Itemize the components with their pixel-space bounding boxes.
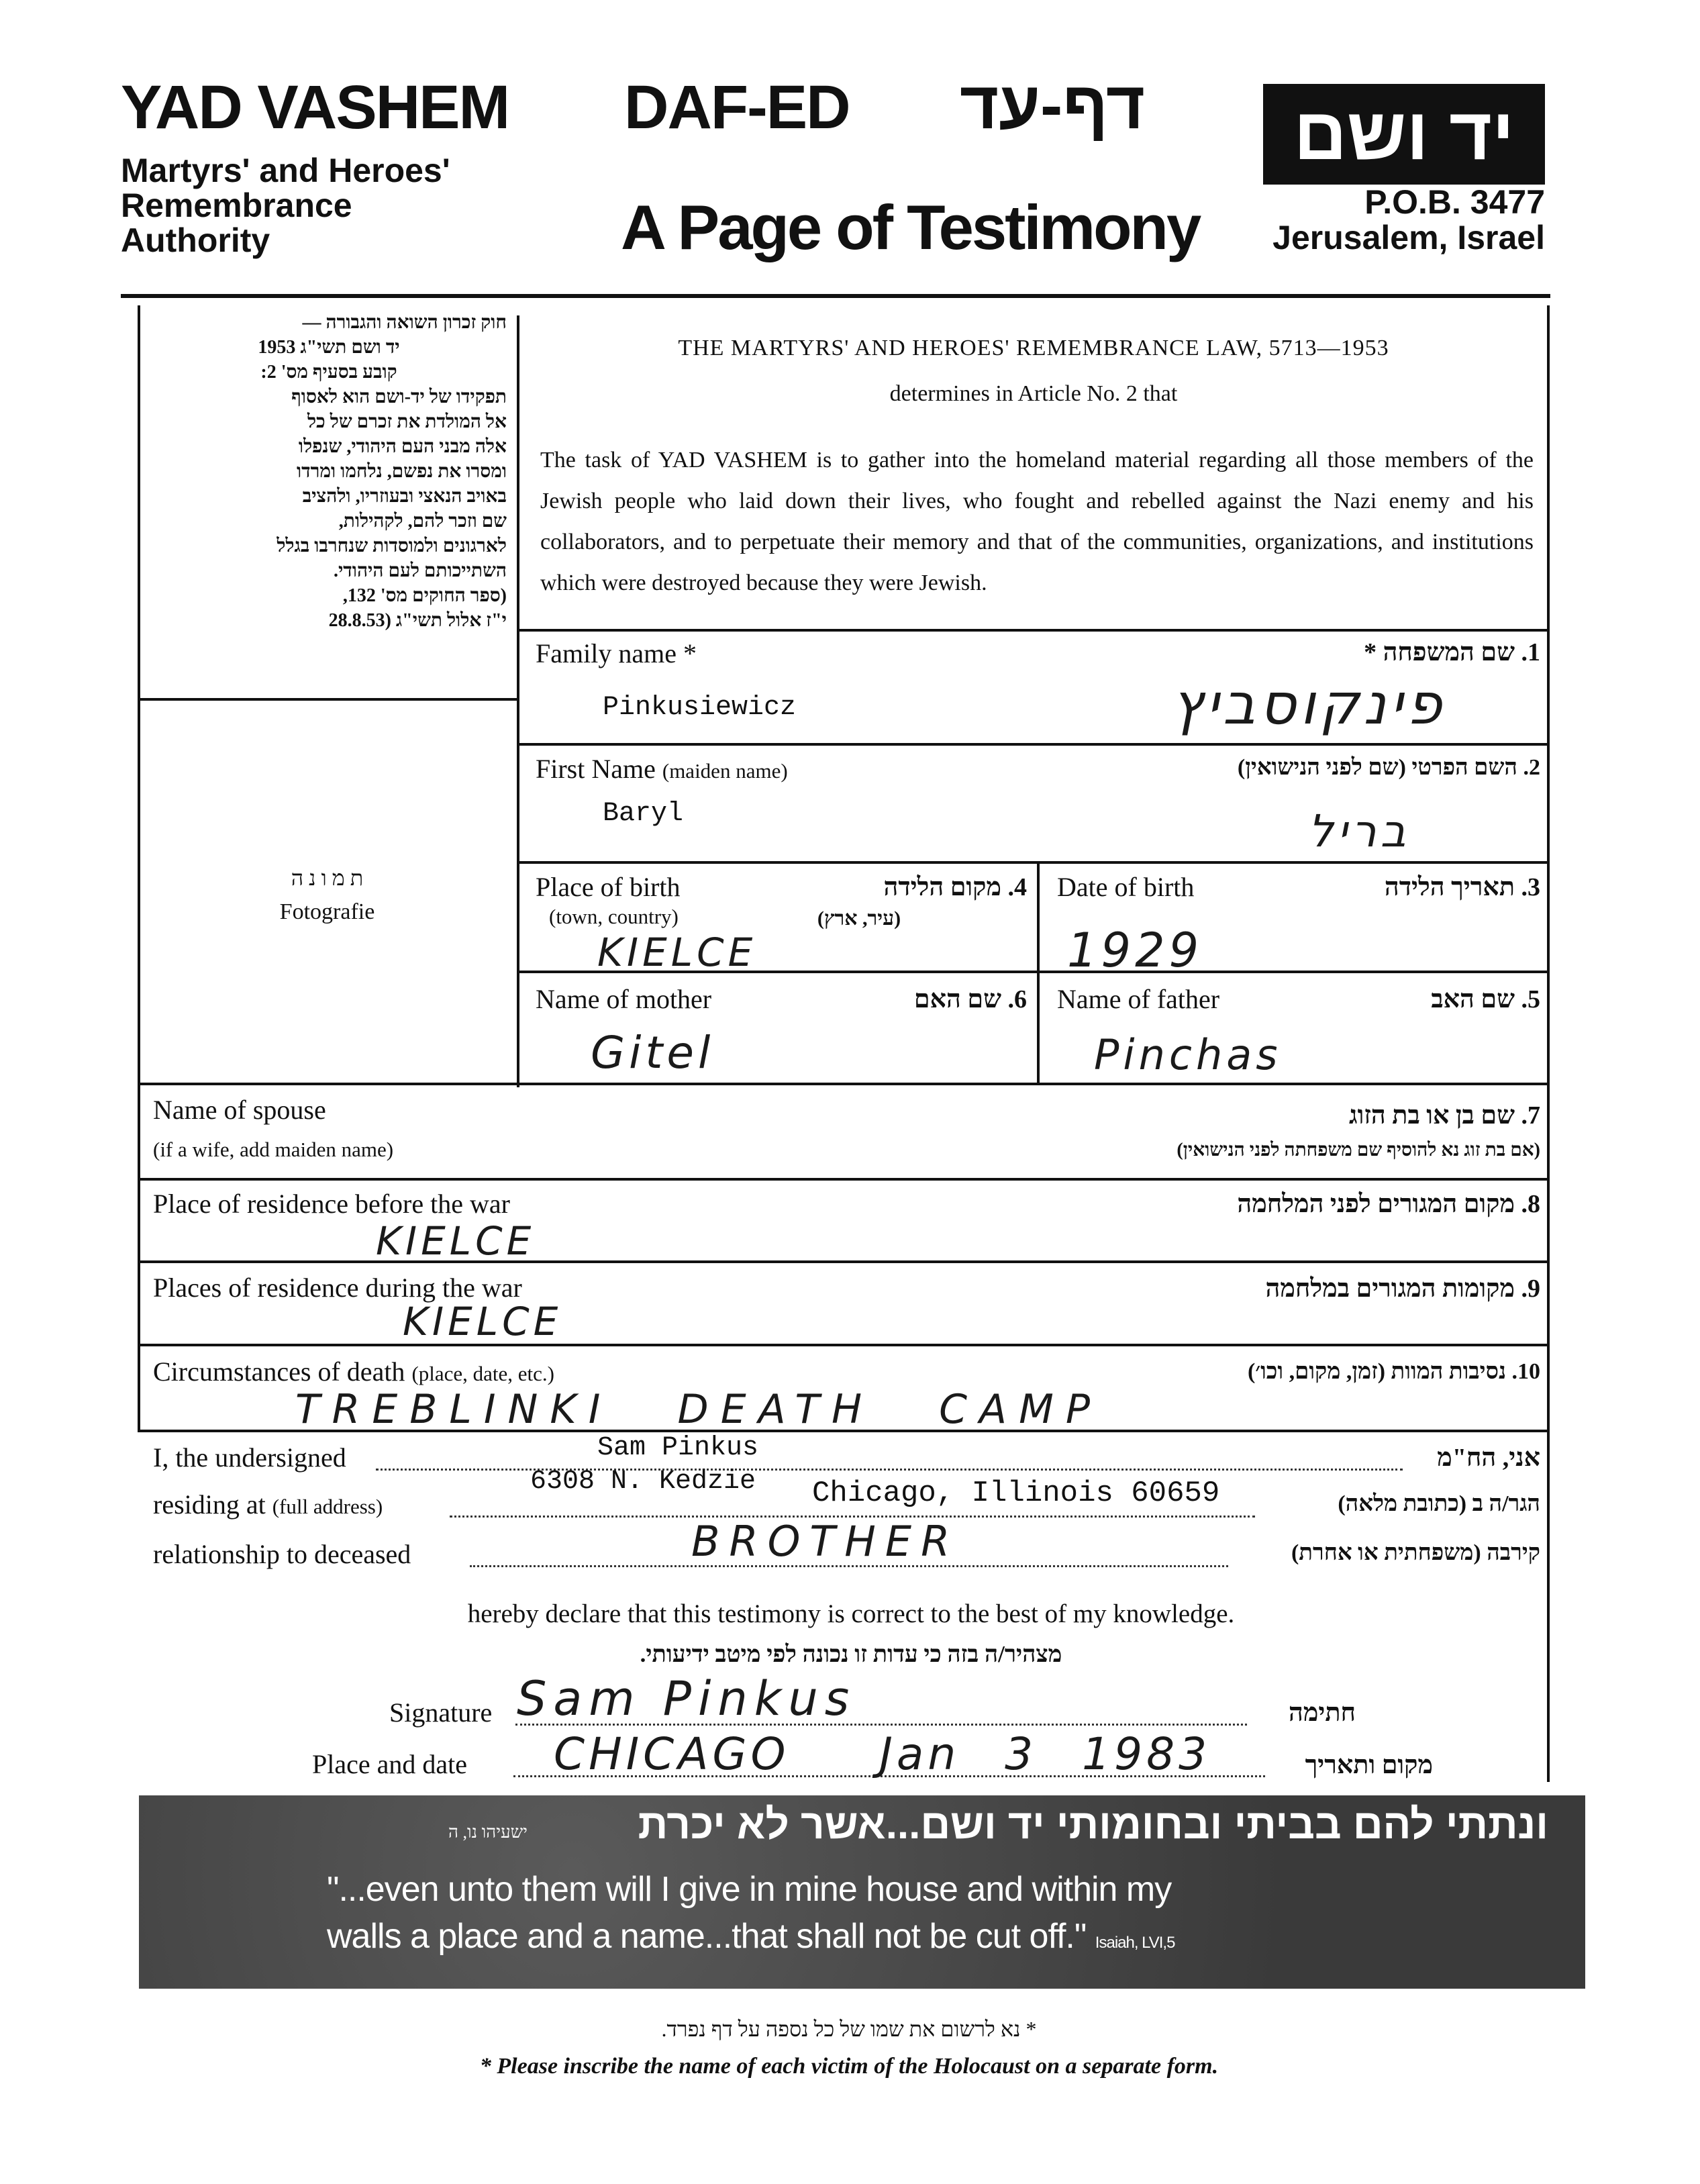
birth-divider — [1037, 861, 1040, 1083]
relationship-label: relationship to deceased — [153, 1539, 411, 1569]
law-line: אלה מבני העם היהודי, שנפלו — [298, 436, 507, 457]
residence-before-label: Place of residence before the war — [153, 1189, 510, 1219]
law-subheading: determines in Article No. 2 that — [889, 381, 1178, 406]
law-line: י"ז אלול תשי"ג (28.8.53 — [328, 610, 507, 631]
law-heading: THE MARTYRS' AND HEROES' REMEMBRANCE LAW, 5713—1953 — [678, 336, 1389, 360]
yad-vashem-logo: יד ושם — [1263, 84, 1545, 185]
place-of-birth-value[interactable]: KIELCE — [597, 930, 757, 975]
org-subtitle-line1: Martyrs' and Heroes' — [121, 152, 450, 189]
first-name-label-note: (maiden name) — [662, 759, 788, 783]
first-rule — [517, 861, 1547, 864]
address-line2[interactable]: Chicago, Illinois 60659 — [812, 1477, 1220, 1510]
first-name-hebrew-handwritten[interactable]: בריל — [1308, 805, 1410, 857]
date-of-birth-hebrew-label: 3. תאריך הלידה — [1384, 873, 1540, 901]
right-border — [1547, 305, 1550, 1782]
spouse-rule — [138, 1178, 1547, 1181]
address-label — [153, 1489, 383, 1520]
banner-english-line2-text: walls a place and a name...that shall not be cut off." — [327, 1917, 1087, 1956]
father-hebrew-label: 5. שם האב — [1431, 985, 1540, 1013]
law-line: שם וזכר להם, לקהילות, — [338, 511, 507, 532]
banner-english-line2 — [327, 1916, 1174, 1956]
photo-label-hebrew: ת מ ו נ ה — [291, 866, 364, 890]
residence-before-value[interactable]: KIELCE — [376, 1218, 536, 1264]
banner-english-ref: Isaiah, LVI,5 — [1095, 1934, 1175, 1952]
residence-during-hebrew-label: 9. מקומות המגורים במלחמה — [1265, 1275, 1540, 1303]
death-label-note: (place, date, etc.) — [411, 1362, 554, 1385]
undersigned-hebrew-label: אני, הח"מ — [1437, 1444, 1540, 1472]
org-subtitle — [121, 153, 450, 258]
address-label-note: (full address) — [272, 1495, 383, 1518]
law-line: (ספר החוקים מס' 132, — [342, 585, 507, 606]
spouse-label-note: (if a wife, add maiden name) — [153, 1138, 394, 1161]
banner-hebrew-verse: ונתתי להם בביתי ובחומותי יד ושם...אשר לא יכרת — [638, 1801, 1548, 1848]
spouse-hebrew-label: 7. שם בן או בת הזוג — [1349, 1101, 1540, 1130]
father-value[interactable]: Pinchas — [1094, 1030, 1282, 1079]
place-date-value[interactable]: CHICAGO Jan 3 1983 — [554, 1728, 1211, 1780]
law-line: יד ושם תשי"ג 1953 — [258, 337, 400, 358]
banner-english-line1: "...even unto them will I give in mine house and within my — [327, 1870, 1172, 1909]
death-label-text: Circumstances of death — [153, 1356, 405, 1387]
family-name-label: Family name * — [536, 638, 697, 668]
declaration-text: hereby declare that this testimony is correct to the best of my knowledge. — [467, 1599, 1235, 1628]
org-name: YAD VASHEM — [121, 73, 509, 142]
form-title: A Page of Testimony — [621, 192, 1200, 262]
place-of-birth-hebrew-note: (עיר, ארץ) — [817, 907, 901, 930]
date-of-birth-label: Date of birth — [1057, 872, 1195, 902]
first-name-value[interactable]: Baryl — [603, 799, 684, 829]
relationship-hebrew-label: קירבה (משפחתית או אחרת) — [1291, 1540, 1540, 1565]
city: Jerusalem, Israel — [1272, 219, 1545, 256]
law-line: השתייכותם לעם היהודי. — [333, 560, 507, 581]
banner-hebrew-ref: ישעיהו נו, ה — [448, 1822, 528, 1842]
org-subtitle-line2: Remembrance — [121, 187, 352, 224]
place-date-label: Place and date — [312, 1749, 467, 1779]
sidebar-hebrew-law — [151, 310, 507, 633]
place-of-birth-hebrew-label: 4. מקום הלידה — [883, 873, 1027, 901]
family-name-value[interactable]: Pinkusiewicz — [603, 693, 797, 723]
law-bottom-rule — [517, 629, 1547, 632]
first-name-label-text: First Name — [536, 754, 656, 784]
residence-during-rule — [138, 1344, 1547, 1346]
father-label: Name of father — [1057, 984, 1220, 1014]
mother-hebrew-label: 6. שם האם — [913, 985, 1027, 1013]
law-line: לארגונים ולמוסדות שנחרבו בגלל — [277, 536, 507, 556]
signature-label: Signature — [389, 1697, 493, 1728]
law-line: ומסרו את נפשם, נלחמו ומרדו — [297, 461, 507, 482]
family-rule — [517, 743, 1547, 746]
mother-label: Name of mother — [536, 984, 712, 1014]
residence-during-label: Places of residence during the war — [153, 1273, 522, 1303]
law-line: תפקידו של יד-ושם הוא לאסוף — [291, 387, 507, 407]
declaration-hebrew: מצהיר/ה בזה כי עדות זו נכונה לפי מיטב ידיעותי. — [640, 1641, 1062, 1667]
law-line: אל המולדת את זכרם של כל — [307, 411, 507, 432]
family-name-hebrew-handwritten[interactable]: פינקוסביץ — [1171, 671, 1446, 737]
family-name-hebrew-label: 1. שם המשפחה * — [1364, 638, 1540, 666]
footer-hebrew-note: * נא לרשום את שמו של כל נספה על דף נפרד. — [661, 2017, 1037, 2041]
address-label-text: residing at — [153, 1489, 266, 1520]
first-name-hebrew-label: 2. השם הפרטי (שם לפני הנישואין) — [1237, 755, 1540, 780]
header-rule — [121, 294, 1550, 298]
mother-value[interactable]: Gitel — [591, 1027, 715, 1079]
address-line1[interactable]: 6308 N. Kedzie — [530, 1467, 756, 1497]
law-line: חוק זכרון השואה והגבורה — — [302, 312, 507, 333]
org-subtitle-line3: Authority — [121, 221, 270, 259]
form-name: DAF-ED — [624, 73, 850, 142]
relationship-value[interactable]: BROTHER — [691, 1517, 960, 1566]
death-value[interactable]: TREBLINKI DEATH CAMP — [295, 1386, 1103, 1433]
form-name-hebrew: דף-עד — [960, 68, 1146, 143]
undersigned-label: I, the undersigned — [153, 1442, 346, 1473]
residence-during-value[interactable]: KIELCE — [403, 1299, 562, 1344]
address-hebrew-label: הגר/ה ב (כתובת מלאה) — [1338, 1491, 1540, 1516]
spouse-label: Name of spouse — [153, 1095, 326, 1125]
scripture-banner — [139, 1795, 1585, 1989]
death-hebrew-label: 10. נסיבות המוות (זמן, מקום, וכו׳) — [1247, 1359, 1540, 1384]
first-name-label — [536, 753, 788, 785]
place-of-birth-label: Place of birth — [536, 872, 681, 902]
residence-before-rule — [138, 1260, 1547, 1263]
date-of-birth-value[interactable]: 1929 — [1067, 923, 1203, 978]
law-line: באויב הנאצי ובעוזריו, ולהציב — [302, 486, 507, 507]
spouse-hebrew-note: (אם בת זוג נא להוסיף שם משפחתה לפני הנישואין) — [1177, 1140, 1540, 1160]
photo-label: Fotografie — [279, 899, 375, 924]
residence-before-hebrew-label: 8. מקום המגורים לפני המלחמה — [1237, 1190, 1540, 1218]
place-date-hebrew-label: מקום ותאריך — [1305, 1751, 1433, 1779]
pob: P.O.B. 3477 — [1364, 183, 1545, 221]
death-label — [153, 1356, 554, 1387]
sidebar-rule — [138, 698, 517, 701]
left-border — [138, 305, 140, 1131]
footer-english-note: * Please inscribe the name of each victim of the Holocaust on a separate form. — [479, 2054, 1219, 2079]
law-line: קובע בסעיף מס' 2: — [260, 362, 397, 383]
signature-value[interactable]: Sam Pinkus — [517, 1671, 856, 1726]
place-of-birth-label-note: (town, country) — [549, 905, 679, 928]
law-body: The task of YAD VASHEM is to gather into the homeland material regarding all those members of the Jewish people who laid down their lives, who fought and rebelled against the Nazi enemy and his collaborators, and to perpetuate their memory and that of the communities, organizations, and institutions which were destroyed because they were Jewish. — [540, 448, 1534, 595]
left-border-lower — [138, 1083, 140, 1432]
parents-rule — [138, 1083, 1547, 1085]
signature-hebrew-label: חתימה — [1288, 1699, 1356, 1727]
declarant-name[interactable]: Sam Pinkus — [597, 1433, 759, 1463]
